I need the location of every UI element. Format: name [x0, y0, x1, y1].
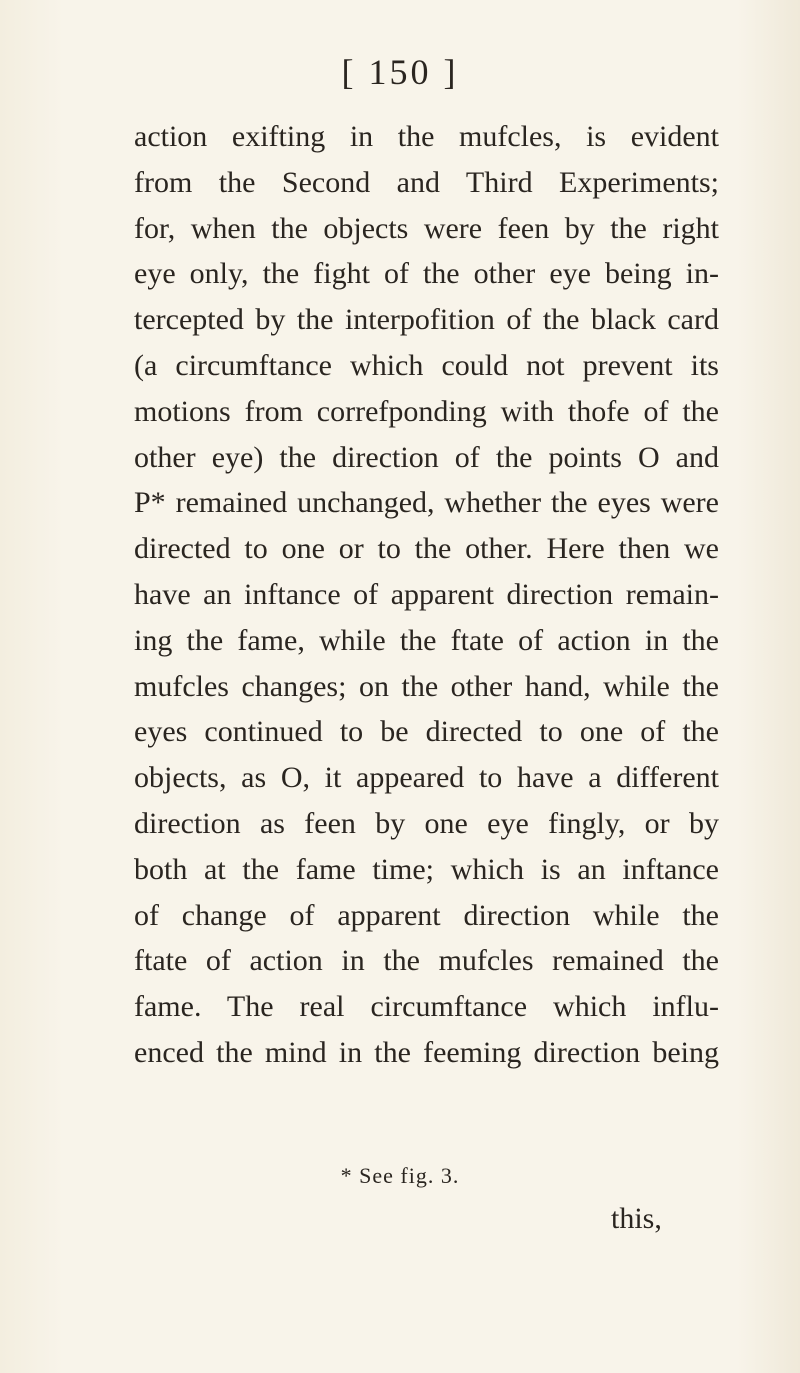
catchword: this, — [611, 1202, 662, 1235]
text-line: motions from correfponding with thofe of the — [134, 394, 719, 428]
text-line: both at the fame time; which is an inftance — [134, 852, 719, 886]
text-line: directed to one or to the other. Here then we — [134, 532, 719, 566]
text-line: enced the mind in the feeming direction being — [134, 1035, 719, 1069]
text-line: other eye) the direction of the points O and — [134, 440, 719, 474]
text-line: ftate of action in the mufcles remained the — [134, 944, 719, 978]
text-line: from the Second and Third Experiments; — [134, 165, 719, 199]
body-text — [134, 114, 719, 1076]
text-line: for, when the objects were feen by the right — [134, 211, 719, 245]
text-line: direction as feen by one eye fingly, or by — [134, 806, 719, 840]
text-line: (a circumftance which could not prevent its — [134, 348, 719, 382]
text-line: mufcles changes; on the other hand, while the — [134, 669, 719, 703]
text-line: eyes continued to be directed to one of the — [134, 715, 719, 749]
text-line: objects, as O, it appeared to have a different — [134, 761, 719, 795]
text-line: of change of apparent direction while the — [134, 898, 719, 932]
text-line: ing the fame, while the ftate of action in the — [134, 623, 719, 657]
text-line: eye only, the fight of the other eye being in- — [134, 257, 719, 291]
text-line: P* remained unchanged, whether the eyes were — [134, 486, 719, 520]
footnote: * See fig. 3. — [340, 1163, 460, 1188]
text-line: have an inftance of apparent direction remain- — [134, 577, 719, 611]
text-line: fame. The real circumftance which influ- — [134, 990, 719, 1024]
page-number: [ 150 ] — [341, 52, 459, 92]
text-line: tercepted by the interpofition of the black card — [134, 303, 719, 337]
text-line: action exifting in the mufcles, is evident — [134, 120, 719, 153]
